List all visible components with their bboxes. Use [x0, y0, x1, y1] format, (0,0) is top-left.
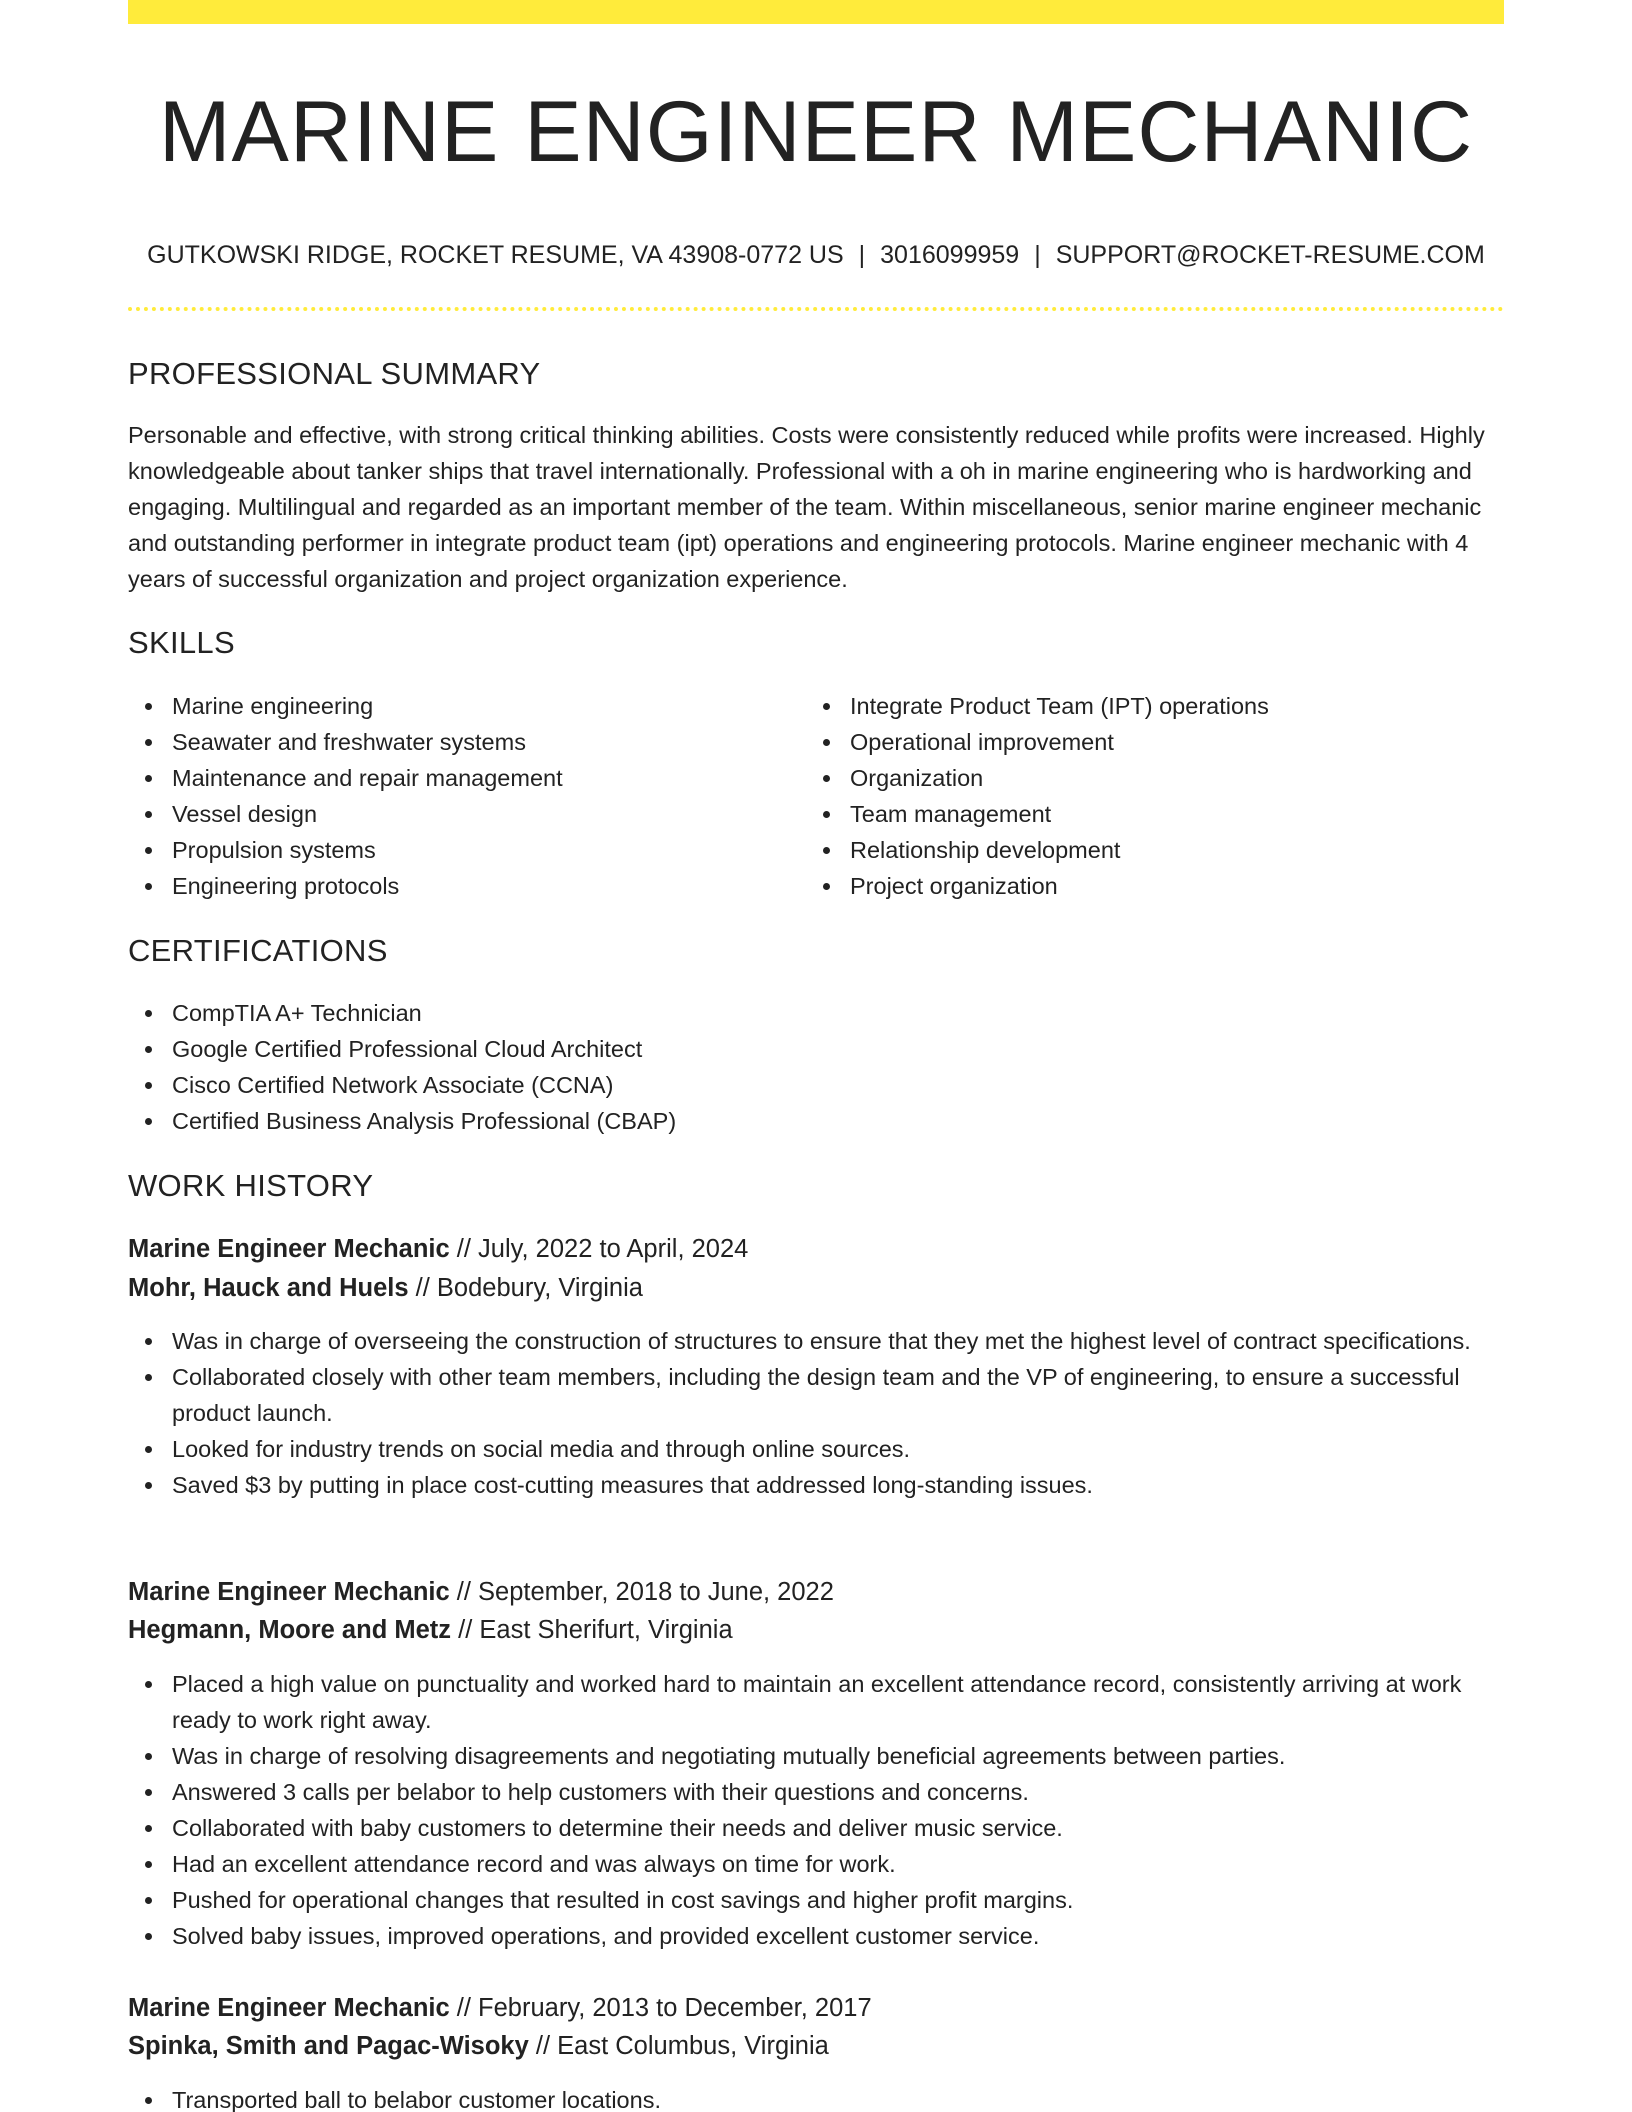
list-item: Was in charge of overseeing the construction of structures to ensure that they met the highest level of contract specifications.: [128, 1323, 1504, 1359]
job-divider: //: [456, 1578, 471, 1606]
job-divider: //: [535, 2032, 551, 2060]
accent-top-bar: [128, 0, 1504, 24]
job-location: East Sherifurt, Virginia: [479, 1616, 733, 1644]
list-item: Answered 3 calls per belabor to help customers with their questions and concerns.: [128, 1774, 1504, 1810]
list-item: Google Certified Professional Cloud Architect: [128, 1031, 1504, 1067]
job-company: Spinka, Smith and Pagac-Wisoky: [128, 2032, 529, 2060]
job-dates: July, 2022 to April, 2024: [478, 1235, 749, 1263]
list-item: Collaborated with baby customers to determine their needs and deliver music service.: [128, 1810, 1504, 1846]
list-item: Collaborated closely with other team members, including the design team and the VP of engineering, to ensure a successful product launch.: [128, 1359, 1504, 1431]
list-item: Relationship development: [806, 832, 1504, 868]
list-item: Placed a high value on punctuality and worked hard to maintain an excellent attendance record, consistently arriving at work ready to work right away.: [128, 1666, 1504, 1738]
job-dates: September, 2018 to June, 2022: [478, 1578, 834, 1606]
list-item: Was in charge of resolving disagreements and negotiating mutually beneficial agreements between parties.: [128, 1738, 1504, 1774]
list-item: Seawater and freshwater systems: [128, 724, 788, 760]
list-item: Marine engineering: [128, 688, 788, 724]
resume-name: MARINE ENGINEER MECHANIC: [158, 84, 1474, 180]
job-company: Hegmann, Moore and Metz: [128, 1616, 452, 1644]
work-history-title: WORK HISTORY: [128, 1168, 374, 1203]
list-item: Certified Business Analysis Professional (CBAP): [128, 1103, 1504, 1139]
job-role: Marine Engineer Mechanic: [128, 1235, 450, 1263]
job-role: Marine Engineer Mechanic: [128, 1578, 450, 1606]
job-title-line: [128, 1989, 872, 2027]
list-item: Organization: [806, 760, 1504, 796]
job-company-line: [128, 2027, 829, 2065]
job-divider: //: [456, 1994, 471, 2022]
job-location: East Columbus, Virginia: [557, 2032, 829, 2060]
job-divider: //: [415, 1274, 430, 1302]
job-role: Marine Engineer Mechanic: [128, 1994, 450, 2022]
summary-title: PROFESSIONAL SUMMARY: [128, 356, 541, 391]
job-bullets: [128, 2082, 1504, 2112]
list-item: Project organization: [806, 868, 1504, 904]
list-item: Vessel design: [128, 796, 788, 832]
list-item: Looked for industry trends on social media and through online sources.: [128, 1431, 1504, 1467]
job-divider: //: [458, 1616, 473, 1644]
job-dates: February, 2013 to December, 2017: [478, 1994, 872, 2022]
contact-separator: |: [1034, 241, 1041, 269]
job-location: Bodebury, Virginia: [436, 1274, 643, 1302]
contact-email[interactable]: SUPPORT@ROCKET-RESUME.COM: [1055, 241, 1485, 269]
certifications-list: [128, 995, 1504, 1139]
list-item: Saved $3 by putting in place cost-cutting measures that addressed long-standing issues.: [128, 1467, 1504, 1503]
skills-title: SKILLS: [128, 625, 235, 660]
list-item: Maintenance and repair management: [128, 760, 788, 796]
job-title-line: [128, 1573, 834, 1611]
contact-phone: 3016099959: [880, 241, 1020, 269]
list-item: Cisco Certified Network Associate (CCNA): [128, 1067, 1504, 1103]
contact-address: GUTKOWSKI RIDGE, ROCKET RESUME, VA 43908-0772 US: [147, 241, 844, 269]
list-item: Had an excellent attendance record and was always on time for work.: [128, 1846, 1504, 1882]
list-item: Operational improvement: [806, 724, 1504, 760]
contact-separator: |: [858, 241, 866, 269]
job-divider: //: [456, 1235, 471, 1263]
contact-line: [128, 238, 1504, 272]
list-item: Integrate Product Team (IPT) operations: [806, 688, 1504, 724]
job-title-line: [128, 1230, 748, 1268]
job-bullets: [128, 1323, 1504, 1503]
certifications-title: CERTIFICATIONS: [128, 933, 388, 968]
summary-text: Personable and effective, with strong critical thinking abilities. Costs were consistently reduced while profits were increased. Highly knowledgeable about tanker ships that travel internationally. Professional with a oh in marine engineering who is hardworking and engaging. Multilingual and regarded as an important member of the team. Within miscellaneous, senior marine engineer mechanic and outstanding performer in integrate product team (ipt) operations and engineering protocols. Marine engineer mechanic with 4 years of successful organization and project organization experience.: [128, 422, 1485, 592]
job-company-line: [128, 1611, 733, 1649]
list-item: Solved baby issues, improved operations, and provided excellent customer service.: [128, 1918, 1504, 1954]
list-item: Team management: [806, 796, 1504, 832]
job-bullets: [128, 1666, 1504, 1954]
job-company: Mohr, Hauck and Huels: [128, 1274, 409, 1302]
list-item: CompTIA A+ Technician: [128, 995, 1504, 1031]
dotted-divider: [128, 307, 1504, 311]
job-company-line: [128, 1269, 643, 1307]
list-item: Propulsion systems: [128, 832, 788, 868]
skills-list-right: [806, 688, 1504, 904]
list-item: Engineering protocols: [128, 868, 788, 904]
skills-list-left: [128, 688, 788, 904]
list-item: Transported ball to belabor customer locations.: [128, 2082, 1504, 2112]
list-item: Pushed for operational changes that resulted in cost savings and higher profit margins.: [128, 1882, 1504, 1918]
